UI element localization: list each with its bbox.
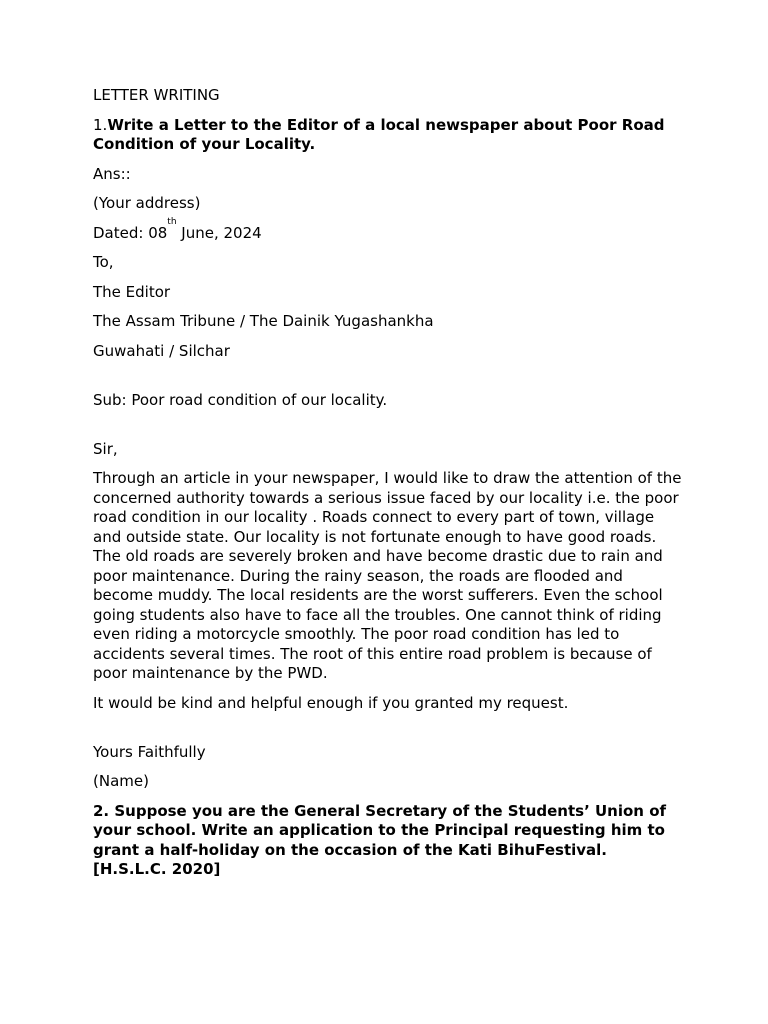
date-prefix: Dated: 08 bbox=[93, 223, 168, 242]
subject-line: Sub: Poor road condition of our locality. bbox=[93, 390, 388, 409]
recipient-line-1: The Editor bbox=[93, 282, 171, 301]
letter-date bbox=[93, 216, 683, 244]
date-ordinal: th bbox=[167, 216, 177, 227]
salutation: Sir, bbox=[93, 439, 118, 458]
recipient-line-3: Guwahati / Silchar bbox=[93, 341, 230, 360]
document-heading: LETTER WRITING bbox=[93, 86, 220, 104]
sender-name: (Name) bbox=[93, 772, 149, 790]
spacer bbox=[93, 723, 683, 743]
sender-address: (Your address) bbox=[93, 194, 201, 212]
question-1-number: 1. bbox=[93, 115, 108, 134]
date-suffix: June, 2024 bbox=[176, 223, 262, 242]
closing-request: It would be kind and helpful enough if you granted my request. bbox=[93, 693, 569, 712]
document-page bbox=[93, 86, 683, 890]
answer-label: Ans:: bbox=[93, 164, 131, 183]
to-line: To, bbox=[93, 253, 114, 271]
spacer bbox=[93, 420, 683, 440]
sign-off: Yours Faithfully bbox=[93, 742, 206, 761]
question-2: 2. Suppose you are the General Secretary of the Students’ Union of your school. Write an application to the Principal requesting him to grant a half-holiday on the occasion of the Kati BihuFestival. [H.S.L.C. 2020] bbox=[93, 801, 667, 878]
letter-body: Through an article in your newspaper, I would like to draw the attention of the concerned authority towards a serious issue faced by our locality i.e. the poor road condition in our locality . Roads connect to every part of town, village and outside state. Our locality is not fortunate enough to have good roads. The old roads are severely broken and have become drastic due to rain and poor maintenance. During the rainy season, the roads are flooded and become muddy. The local residents are the worst sufferers. Even the school going students also have to face all the troubles. One cannot think of riding even riding a motorcycle smoothly. The poor road condition has led to accidents several times. The root of this entire road problem is because of poor maintenance by the PWD. bbox=[93, 469, 682, 682]
question-1 bbox=[93, 116, 683, 155]
spacer bbox=[93, 371, 683, 391]
recipient-line-2: The Assam Tribune / The Dainik Yugashankha bbox=[93, 312, 434, 330]
question-1-text: Write a Letter to the Editor of a local newspaper about Poor Road Condition of your Locality. bbox=[93, 115, 665, 153]
